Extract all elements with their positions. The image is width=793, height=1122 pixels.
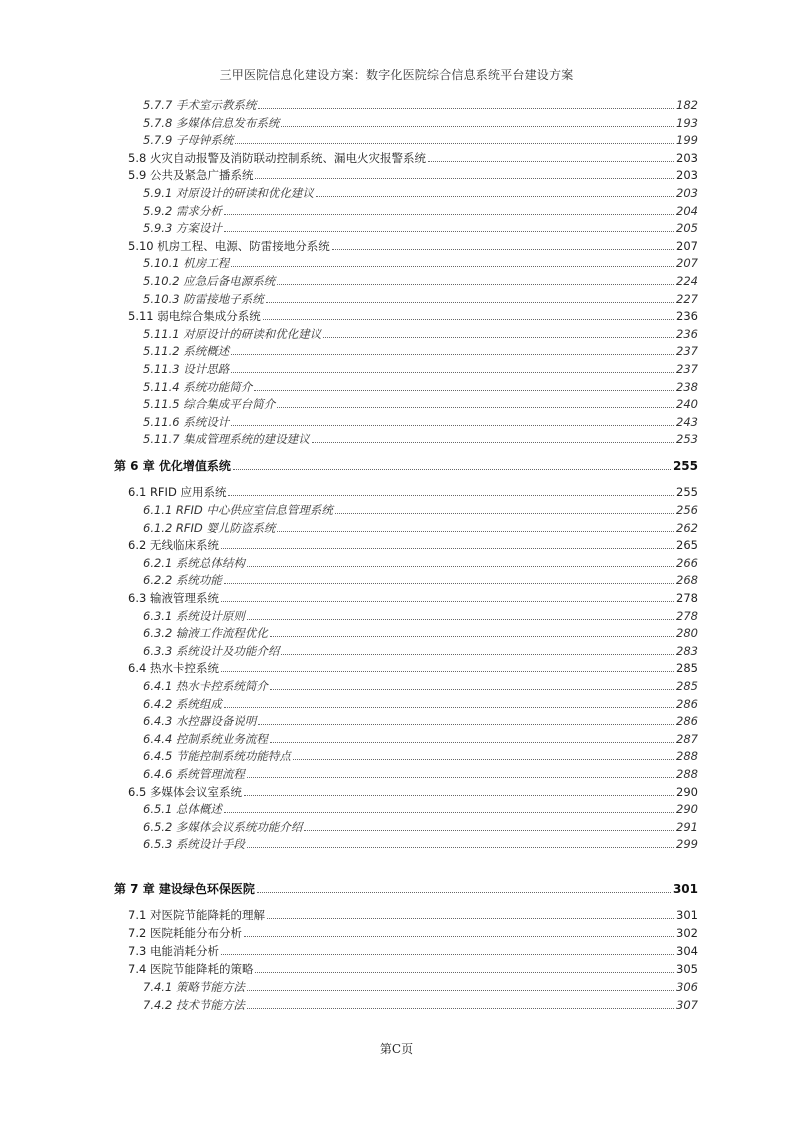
toc-entry-label: 6.5.2 多媒体会议系统功能介绍 <box>143 819 303 834</box>
toc-entry-label: 7.2 医院耗能分布分析 <box>128 925 242 940</box>
toc-entry[interactable] <box>143 763 698 781</box>
toc-leader <box>312 442 674 443</box>
toc-leader <box>335 513 674 514</box>
toc-entry-label: 5.9.2 需求分析 <box>143 203 222 218</box>
toc-entry-page: 207 <box>676 238 698 253</box>
toc-entry-label: 第 6 章 优化增值系统 <box>114 459 231 473</box>
toc-entry-label: 7.4.1 策略节能方法 <box>143 979 245 994</box>
toc-entry[interactable] <box>143 675 698 693</box>
toc-entry[interactable] <box>143 710 698 728</box>
toc-entry[interactable] <box>128 164 698 182</box>
toc-leader <box>323 337 674 338</box>
toc-entry-label: 6.4.4 控制系统业务流程 <box>143 731 268 746</box>
toc-leader <box>247 619 674 620</box>
toc-entry-page: 224 <box>676 274 698 288</box>
toc-entry-label: 6.3.1 系统设计原则 <box>143 608 245 623</box>
toc-entry-label: 6.4.3 水控器设备说明 <box>143 714 257 729</box>
toc-entry-page: 240 <box>676 397 698 412</box>
toc-entry-page: 285 <box>676 661 698 676</box>
toc-leader <box>277 284 674 285</box>
toc-leader <box>270 689 674 690</box>
toc-entry-page: 253 <box>676 432 698 447</box>
toc-leader <box>231 425 674 426</box>
toc-entry-label: 6.5 多媒体会议室系统 <box>128 784 242 799</box>
toc-entry-page: 306 <box>676 979 698 994</box>
toc-entry-label: 5.10.3 防雷接地子系统 <box>143 291 264 306</box>
toc-leader <box>221 671 674 672</box>
toc-leader <box>270 742 674 743</box>
toc-entry-page: 299 <box>676 837 698 852</box>
toc-leader <box>277 407 674 408</box>
toc-entry-page: 280 <box>676 626 698 641</box>
toc-entry[interactable] <box>143 129 698 147</box>
toc-entry[interactable] <box>143 288 698 306</box>
toc-leader <box>428 161 674 162</box>
toc-entry-page: 268 <box>676 573 698 588</box>
toc-entry-label: 6.4.2 系统组成 <box>143 696 222 711</box>
toc-entry[interactable] <box>143 200 698 218</box>
toc-entry[interactable] <box>143 605 698 623</box>
toc-entry-label: 5.11.2 系统概述 <box>143 344 230 359</box>
toc-leader <box>231 372 674 373</box>
toc-entry-page: 238 <box>676 379 698 394</box>
toc-entry[interactable] <box>143 499 698 517</box>
toc-entry[interactable] <box>143 252 698 270</box>
toc-entry[interactable] <box>143 112 698 130</box>
toc-entry[interactable] <box>143 552 698 570</box>
toc-entry-label: 5.11.3 设计思路 <box>143 362 230 376</box>
toc-entry-page: 256 <box>676 503 698 517</box>
toc-entry-page: 301 <box>676 907 698 922</box>
toc-entry[interactable] <box>143 323 698 341</box>
toc-entry[interactable] <box>143 976 698 994</box>
toc-entry-page: 203 <box>676 168 698 183</box>
toc-leader <box>281 126 674 127</box>
toc-entry[interactable] <box>143 728 698 746</box>
toc-entry-page: 286 <box>676 714 698 729</box>
toc-entry-label: 5.9.1 对原设计的研读和优化建议 <box>143 186 314 200</box>
toc-entry-page: 302 <box>676 925 698 940</box>
toc-entry-label: 6.4.6 系统管理流程 <box>143 766 245 781</box>
toc-entry-page: 243 <box>676 414 698 429</box>
toc-entry-page: 236 <box>676 309 698 324</box>
toc-entry[interactable] <box>143 622 698 640</box>
toc-entry[interactable] <box>128 904 698 922</box>
toc-entry-page: 193 <box>676 115 698 130</box>
toc-entry[interactable] <box>143 745 698 763</box>
toc-entry-label: 7.4 医院节能降耗的策略 <box>128 961 254 976</box>
toc-leader <box>233 469 671 470</box>
toc-leader <box>247 1008 674 1009</box>
toc-leader <box>293 759 674 760</box>
toc-entry-page: 237 <box>676 362 698 376</box>
toc-leader <box>254 390 674 391</box>
toc-leader <box>258 724 674 725</box>
toc-leader <box>235 143 674 144</box>
toc-entry-label: 7.4.2 技术节能方法 <box>143 997 245 1012</box>
toc-entry[interactable] <box>143 217 698 235</box>
toc-entry-label: 6.1.2 RFID 婴儿防盗系统 <box>143 520 276 535</box>
toc-entry[interactable] <box>143 640 698 658</box>
toc-entry[interactable] <box>143 994 698 1012</box>
toc-leader <box>316 196 674 197</box>
toc-entry-page: 203 <box>676 186 698 200</box>
toc-entry-label: 5.11.5 综合集成平台简介 <box>143 397 276 412</box>
toc-leader <box>263 319 674 320</box>
toc-entry-page: 286 <box>676 696 698 711</box>
toc-leader <box>247 990 674 991</box>
toc-leader <box>224 812 674 813</box>
toc-leader <box>247 566 674 567</box>
toc-entry-label: 6.4.1 热水卡控系统简介 <box>143 678 268 693</box>
toc-entry-label: 5.10.2 应急后备电源系统 <box>143 274 276 288</box>
toc-entry[interactable] <box>128 657 698 675</box>
toc-leader <box>221 954 674 955</box>
toc-entry-label: 6.3.3 系统设计及功能介绍 <box>143 643 280 658</box>
toc-entry[interactable] <box>143 182 698 200</box>
toc-leader <box>267 918 674 919</box>
toc-entry-page: 288 <box>676 766 698 781</box>
toc-entry[interactable] <box>128 940 698 958</box>
toc-leader <box>255 972 674 973</box>
toc-leader <box>266 302 674 303</box>
toc-entry-label: 5.10.1 机房工程 <box>143 256 230 271</box>
toc-entry-label: 7.3 电能消耗分析 <box>128 943 219 958</box>
toc-entry[interactable] <box>128 481 698 499</box>
toc-entry-page: 204 <box>676 203 698 218</box>
toc-entry[interactable] <box>128 781 698 799</box>
toc-entry-label: 5.11.1 对原设计的研读和优化建议 <box>143 326 322 341</box>
toc-entry-label: 6.4 热水卡控系统 <box>128 661 219 676</box>
toc-entry-page: 278 <box>676 608 698 623</box>
toc-entry-page: 255 <box>676 485 698 499</box>
toc-entry-label: 5.11 弱电综合集成分系统 <box>128 309 261 324</box>
toc-entry-label: 6.1.1 RFID 中心供应室信息管理系统 <box>143 503 333 517</box>
toc-entry-page: 283 <box>676 643 698 658</box>
toc-entry[interactable] <box>143 569 698 587</box>
toc-leader <box>224 231 674 232</box>
toc-entry-page: 262 <box>676 520 698 535</box>
toc-entry[interactable] <box>143 393 698 411</box>
toc-entry-label: 5.9.3 方案设计 <box>143 221 222 236</box>
toc-leader <box>228 495 674 496</box>
toc-leader <box>224 214 674 215</box>
toc-leader <box>247 847 674 848</box>
toc-entry[interactable] <box>143 428 698 446</box>
toc-entry-page: 203 <box>676 150 698 165</box>
toc-entry-label: 5.9 公共及紧急广播系统 <box>128 168 254 183</box>
toc-entry-page: 266 <box>676 555 698 570</box>
toc-entry-page: 290 <box>676 784 698 799</box>
toc-entry[interactable] <box>143 94 698 112</box>
toc-entry-page: 307 <box>676 997 698 1012</box>
toc-entry[interactable] <box>143 833 698 851</box>
toc-entry[interactable] <box>128 147 698 165</box>
toc-entry-page: 205 <box>676 221 698 236</box>
toc-entry-label: 6.3.2 输液工作流程优化 <box>143 626 268 641</box>
toc-entry[interactable] <box>128 235 698 253</box>
toc-entry-label: 6.2 无线临床系统 <box>128 538 219 553</box>
toc-entry[interactable] <box>128 958 698 976</box>
toc-leader <box>231 266 674 267</box>
toc-entry[interactable] <box>128 587 698 605</box>
toc-entry[interactable] <box>143 517 698 535</box>
toc-leader <box>258 108 674 109</box>
toc-entry-page: 278 <box>676 590 698 605</box>
toc-entry-page: 182 <box>676 98 698 112</box>
toc-leader <box>244 936 674 937</box>
toc-entry-label: 5.7.8 多媒体信息发布系统 <box>143 115 280 130</box>
toc-entry-label: 6.5.1 总体概述 <box>143 802 222 817</box>
toc-entry-label: 6.1 RFID 应用系统 <box>128 485 227 499</box>
toc-entry-page: 285 <box>676 678 698 693</box>
toc-leader <box>221 601 674 602</box>
toc-entry[interactable] <box>143 798 698 816</box>
toc-entry-label: 6.3 输液管理系统 <box>128 590 219 605</box>
toc-entry[interactable] <box>128 305 698 323</box>
toc-entry-page: 207 <box>676 256 698 271</box>
toc-entry-label: 6.2.1 系统总体结构 <box>143 555 245 570</box>
toc-entry-page: 227 <box>676 291 698 306</box>
toc-entry-label: 5.11.6 系统设计 <box>143 414 230 429</box>
toc-entry-label: 6.2.2 系统功能 <box>143 573 222 588</box>
toc-entry-page: 287 <box>676 731 698 746</box>
toc-entry-label: 6.5.3 系统设计手段 <box>143 837 245 852</box>
toc-leader <box>255 178 674 179</box>
toc-entry-page: 305 <box>676 961 698 976</box>
toc-entry-label: 第 7 章 建设绿色环保医院 <box>114 882 255 896</box>
toc-entry-label: 5.8 火灾自动报警及消防联动控制系统、漏电火灾报警系统 <box>128 150 426 165</box>
toc-entry[interactable] <box>143 816 698 834</box>
toc-entry[interactable] <box>143 270 698 288</box>
toc-leader <box>270 636 674 637</box>
toc-leader <box>277 531 674 532</box>
toc-entry[interactable] <box>128 922 698 940</box>
toc-chapter-entry[interactable] <box>114 455 698 473</box>
page-number-footer: 第C页 <box>379 1042 414 1056</box>
toc-entry[interactable] <box>143 340 698 358</box>
toc-leader <box>221 548 674 549</box>
toc-entry-label: 5.10 机房工程、电源、防雷接地分系统 <box>128 238 330 253</box>
toc-entry-page: 236 <box>676 326 698 341</box>
toc-leader <box>257 892 671 893</box>
toc-entry-label: 5.11.7 集成管理系统的建设建议 <box>143 432 310 447</box>
toc-leader <box>231 354 674 355</box>
toc-entry[interactable] <box>128 534 698 552</box>
toc-leader <box>281 654 674 655</box>
toc-entry-page: 290 <box>676 802 698 817</box>
toc-leader <box>332 249 674 250</box>
toc-entry-label: 5.7.7 手术室示教系统 <box>143 98 257 112</box>
toc-entry-page: 265 <box>676 538 698 553</box>
toc-leader <box>224 583 674 584</box>
toc-leader <box>247 777 674 778</box>
toc-entry-label: 5.11.4 系统功能简介 <box>143 379 253 394</box>
toc-entry-label: 6.4.5 节能控制系统功能特点 <box>143 749 291 764</box>
running-header: 三甲医院信息化建设方案：数字化医院综合信息系统平台建设方案 <box>219 68 574 82</box>
toc-entry-page: 304 <box>676 943 698 958</box>
toc-entry-page: 255 <box>672 459 698 473</box>
toc-entry[interactable] <box>143 693 698 711</box>
toc-entry-page: 288 <box>676 749 698 764</box>
toc-leader <box>224 707 674 708</box>
toc-entry-page: 237 <box>676 344 698 359</box>
toc-entry-page: 291 <box>676 819 698 834</box>
toc-chapter-entry[interactable] <box>114 878 698 896</box>
toc-entry[interactable] <box>143 376 698 394</box>
toc-leader <box>304 830 674 831</box>
toc-entry-label: 5.7.9 子母钟系统 <box>143 133 234 148</box>
toc-entry[interactable] <box>143 411 698 429</box>
toc-entry[interactable] <box>143 358 698 376</box>
toc-leader <box>244 795 674 796</box>
toc-entry-page: 199 <box>676 133 698 148</box>
toc-entry-page: 301 <box>672 882 698 896</box>
toc-entry-label: 7.1 对医院节能降耗的理解 <box>128 907 265 922</box>
